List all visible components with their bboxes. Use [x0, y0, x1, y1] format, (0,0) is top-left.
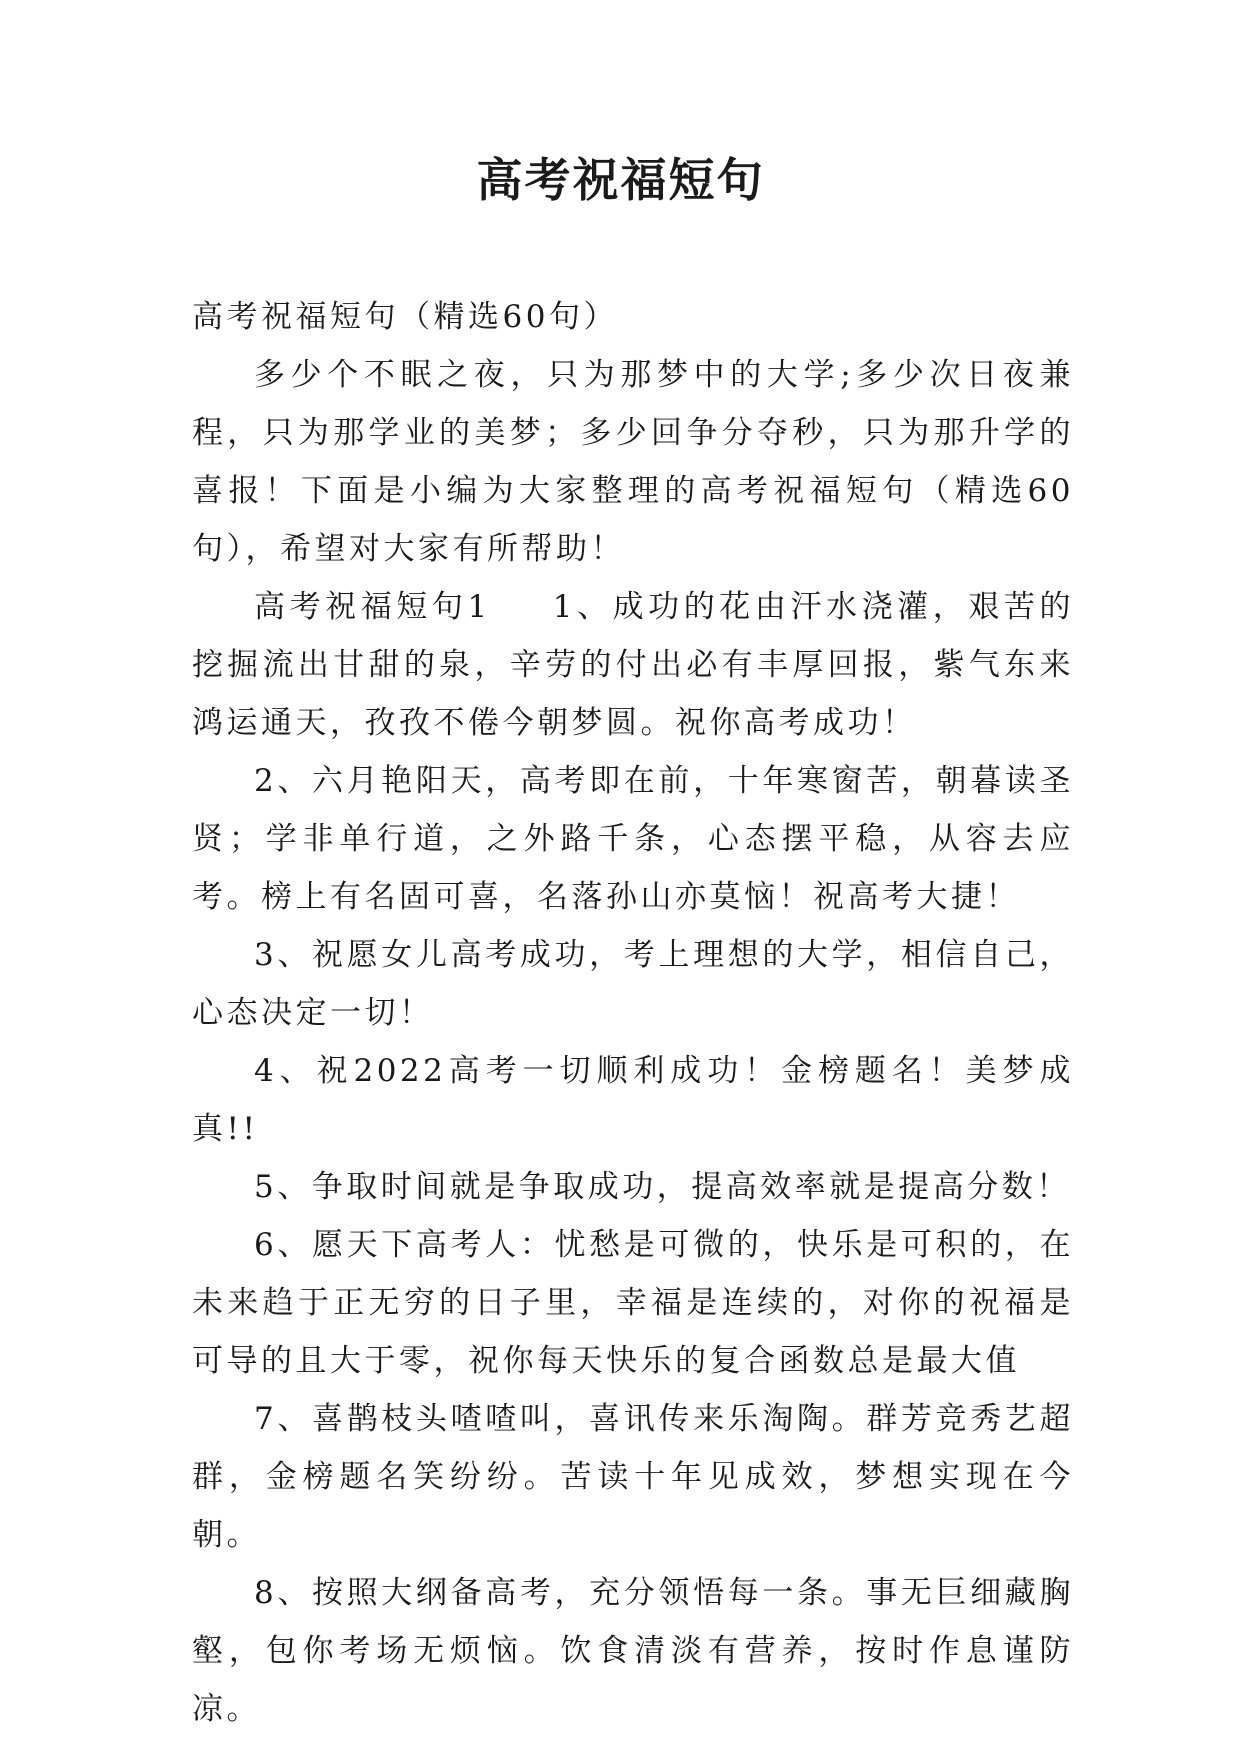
item-5: 5、争取时间就是争取成功，提高效率就是提高分数！ — [254, 1169, 1071, 1205]
item-6: 6、愿天下高考人：忧愁是可微的，快乐是可积的，在未来趋于正无穷的日子里，幸福是连续的，对你的祝福是可导的且大于零，祝你每天快乐的复合函数总是最大值 — [192, 1227, 1074, 1379]
document-body — [192, 288, 1074, 1738]
item-2: 2、六月艳阳天，高考即在前，十年寒窗苦，朝暮读圣贤；学非单行道，之外路千条，心态摆平稳，从容去应考。榜上有名固可喜，名落孙山亦莫恼！祝高考大捷！ — [192, 763, 1074, 915]
item-7: 7、喜鹊枝头喳喳叫，喜讯传来乐淘陶。群芳竞秀艺超群，金榜题名笑纷纷。苦读十年见成效，梦想实现在今朝。 — [192, 1401, 1074, 1553]
section-heading: 高考祝福短句1 — [254, 589, 491, 625]
item-1: 1、成功的花由汗水浇灌，艰苦的挖掘流出甘甜的泉，辛劳的付出必有丰厚回报，紫气东来鸿运通天，孜孜不倦今朝梦圆。祝你高考成功！ — [192, 589, 1074, 741]
document-title: 高考祝福短句 — [476, 153, 765, 207]
subtitle: 高考祝福短句（精选60句） — [192, 299, 618, 335]
intro-paragraph: 多少个不眠之夜，只为那梦中的大学;多少次日夜兼程，只为那学业的美梦；多少回争分夺秒，只为那升学的喜报！下面是小编为大家整理的高考祝福短句（精选60句），希望对大家有所帮助！ — [192, 357, 1074, 567]
item-3: 3、祝愿女儿高考成功，考上理想的大学，相信自己，心态决定一切！ — [192, 937, 1074, 1031]
section-paragraph — [192, 578, 1074, 752]
item-4: 4、祝2022高考一切顺利成功！金榜题名！美梦成真!! — [192, 1053, 1074, 1147]
item-8: 8、按照大纲备高考，充分领悟每一条。事无巨细藏胸壑，包你考场无烦恼。饮食清淡有营养，按时作息谨防凉。 — [192, 1575, 1074, 1727]
